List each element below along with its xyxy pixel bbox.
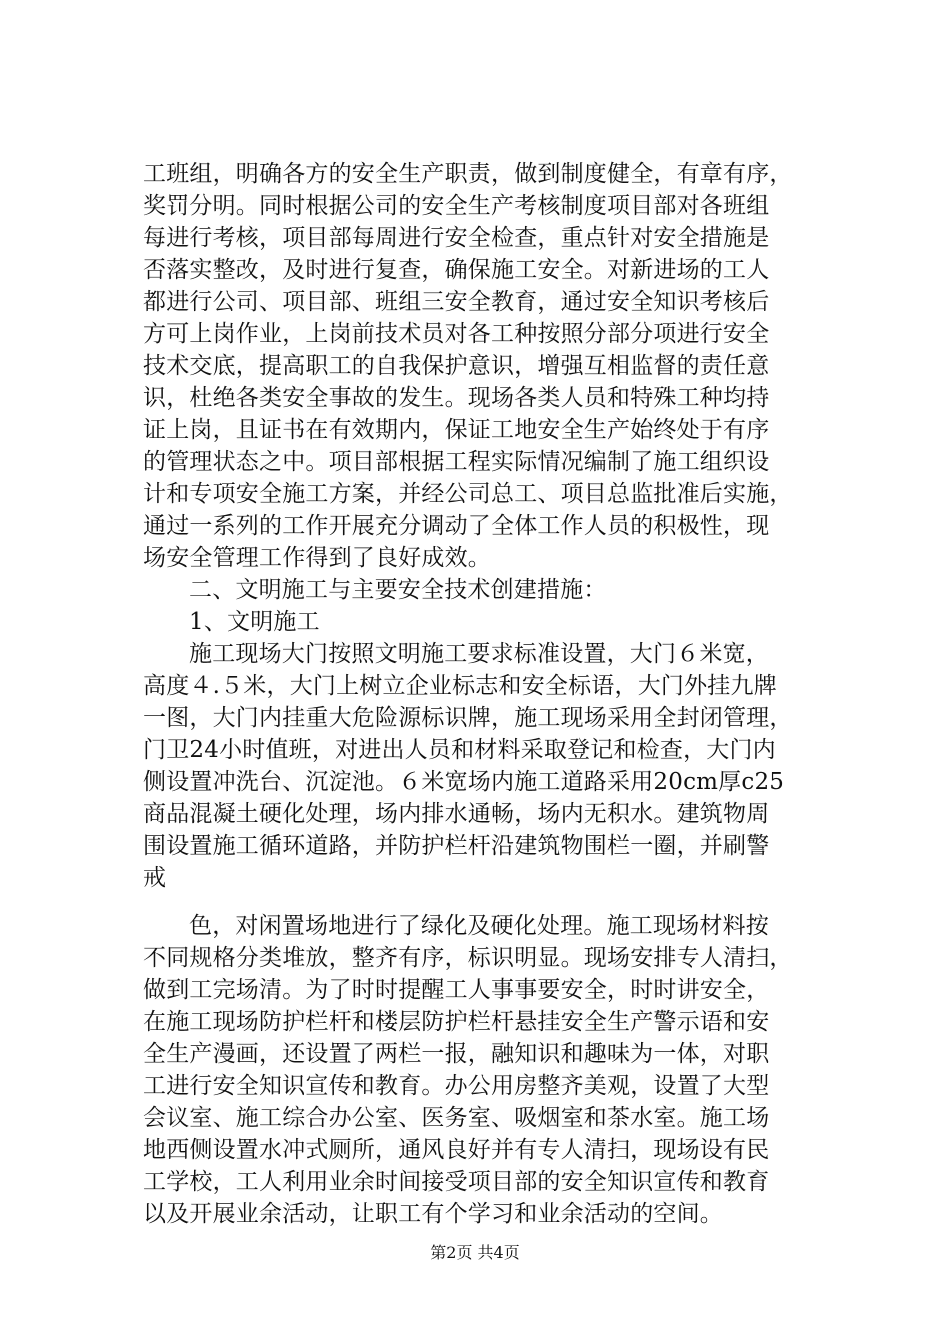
text-line: 否落实整改，及时进行复查，确保施工安全。对新进场的工人 — [143, 257, 770, 283]
section-heading — [143, 574, 833, 606]
paragraph-site-gate — [143, 638, 833, 894]
heading-text: 二、文明施工与主要安全技术创建措施： — [189, 577, 607, 603]
text-line: 全生产漫画，还设置了两栏一报，融知识和趣味为一体，对职 — [143, 1041, 770, 1067]
text-line: 以及开展业余活动，让职工有个学习和业余活动的空间。 — [143, 1201, 723, 1227]
paragraph-safety-responsibility — [143, 158, 833, 574]
text-line: 做到工完场清。为了时时提醒工人事事要安全，时时讲安全， — [143, 977, 770, 1003]
text-line: 证上岗，且证书在有效期内，保证工地安全生产始终处于有序 — [143, 417, 770, 443]
text-line: 戒 — [143, 865, 167, 891]
subsection-heading — [143, 606, 833, 638]
text-line: 围设置施工循环道路，并防护栏杆沿建筑物围栏一圈，并刷警 — [143, 833, 770, 859]
text-line: 场安全管理工作得到了良好成效。 — [143, 545, 491, 571]
text-line: 都进行公司、项目部、班组三安全教育，通过安全知识考核后 — [143, 289, 770, 315]
heading-text: 1、文明施工 — [189, 609, 320, 635]
text-line: 计和专项安全施工方案，并经公司总工、项目总监批准后实施， — [143, 481, 793, 507]
text-line: 一图，大门内挂重大危险源标识牌，施工现场采用全封闭管理， — [143, 705, 793, 731]
text-line: 色，对闲置场地进行了绿化及硬化处理。施工现场材料按 — [189, 913, 769, 939]
text-line: 方可上岗作业，上岗前技术员对各工种按照分部分项进行安全 — [143, 321, 770, 347]
text-line: 门卫24小时值班，对进出人员和材料采取登记和检查，大门内 — [143, 737, 776, 763]
text-line: 工进行安全知识宣传和教育。办公用房整齐美观，设置了大型 — [143, 1073, 770, 1099]
text-line: 地西侧设置水冲式厕所，通风良好并有专人清扫，现场设有民 — [143, 1137, 770, 1163]
text-line: 会议室、施工综合办公室、医务室、吸烟室和茶水室。施工场 — [143, 1105, 770, 1131]
text-line: 奖罚分明。同时根据公司的安全生产考核制度项目部对各班组 — [143, 193, 770, 219]
paragraph-site-management — [143, 910, 833, 1230]
text-line: 识，杜绝各类安全事故的发生。现场各类人员和特殊工种均持 — [143, 385, 770, 411]
page-number-label: 第2页 共4页 — [430, 1243, 520, 1262]
text-line: 侧设置冲洗台、沉淀池。６米宽场内施工道路采用20cm厚c25 — [143, 769, 785, 795]
page-footer — [0, 1243, 950, 1263]
document-body — [143, 158, 833, 1230]
text-line: 高度４.５米，大门上树立企业标志和安全标语，大门外挂九牌 — [143, 673, 777, 699]
text-line: 在施工现场防护栏杆和楼层防护栏杆悬挂安全生产警示语和安 — [143, 1009, 770, 1035]
text-line: 通过一系列的工作开展充分调动了全体工作人员的积极性，现 — [143, 513, 770, 539]
text-line: 不同规格分类堆放，整齐有序，标识明显。现场安排专人清扫， — [143, 945, 793, 971]
text-line: 的管理状态之中。项目部根据工程实际情况编制了施工组织设 — [143, 449, 770, 475]
text-line: 工班组，明确各方的安全生产职责，做到制度健全，有章有序， — [143, 161, 793, 187]
text-line: 每进行考核，项目部每周进行安全检查，重点针对安全措施是 — [143, 225, 770, 251]
text-line: 施工现场大门按照文明施工要求标准设置，大门６米宽， — [189, 641, 769, 667]
text-line: 工学校，工人利用业余时间接受项目部的安全知识宣传和教育 — [143, 1169, 770, 1195]
text-line: 技术交底，提高职工的自我保护意识，增强互相监督的责任意 — [143, 353, 770, 379]
text-line: 商品混凝土硬化处理，场内排水通畅，场内无积水。建筑物周 — [143, 801, 770, 827]
